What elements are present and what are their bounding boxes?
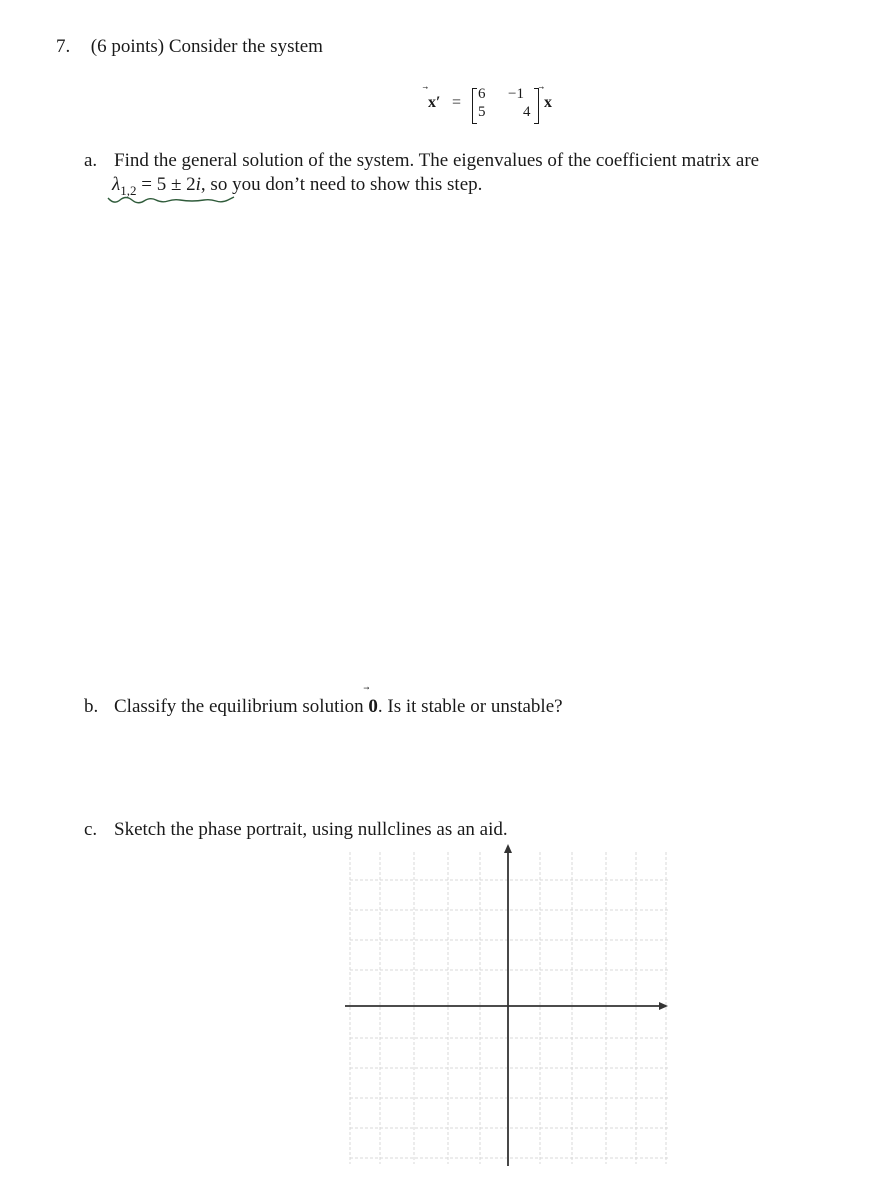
lambda-value: = 5 ± 2 [136,174,196,195]
y-axis-arrowhead [504,844,512,853]
question-title: (6 points) Consider the system [90,36,323,57]
matrix-cell-22: 4 [523,104,531,120]
grid-lines [350,852,668,1164]
lambda-symbol: λ [112,174,121,195]
matrix-cell-12: −1 [508,86,524,102]
phase-plane-axes [330,842,680,1172]
zero-vector: 0 [368,696,378,717]
question-header [56,36,323,58]
part-a-line2-tail: , so you don’t need to show this step. [200,174,483,195]
phase-portrait-grid[interactable] [330,842,680,1172]
matrix-cell-11: 6 [478,86,486,102]
part-c-letter: c. [84,819,98,840]
lhs-vector: x′ [428,94,441,111]
coordinate-axes [345,844,668,1166]
x-axis-arrowhead [659,1002,668,1010]
part-c-text: Sketch the phase portrait, using nullclines as an aid. [114,819,508,840]
handwritten-squiggle-underline [106,194,236,208]
part-b-text: Classify the equilibrium solution 0. Is it stable or unstable? [114,696,563,717]
matrix-right-bracket [534,88,539,124]
part-a-letter: a. [84,150,98,171]
part-a-line1: Find the general solution of the system. The eigenvalues of the coefficient matrix are [114,150,760,171]
question-number: 7. [56,36,71,57]
matrix-cell-21: 5 [478,104,486,120]
part-b-letter: b. [84,696,99,717]
lambda-subscript: 1,2 [120,182,137,198]
rhs-vector: x [544,94,552,111]
matrix-left-bracket [472,88,477,124]
imaginary-unit: i [195,174,201,195]
equals-sign: = [452,94,462,111]
